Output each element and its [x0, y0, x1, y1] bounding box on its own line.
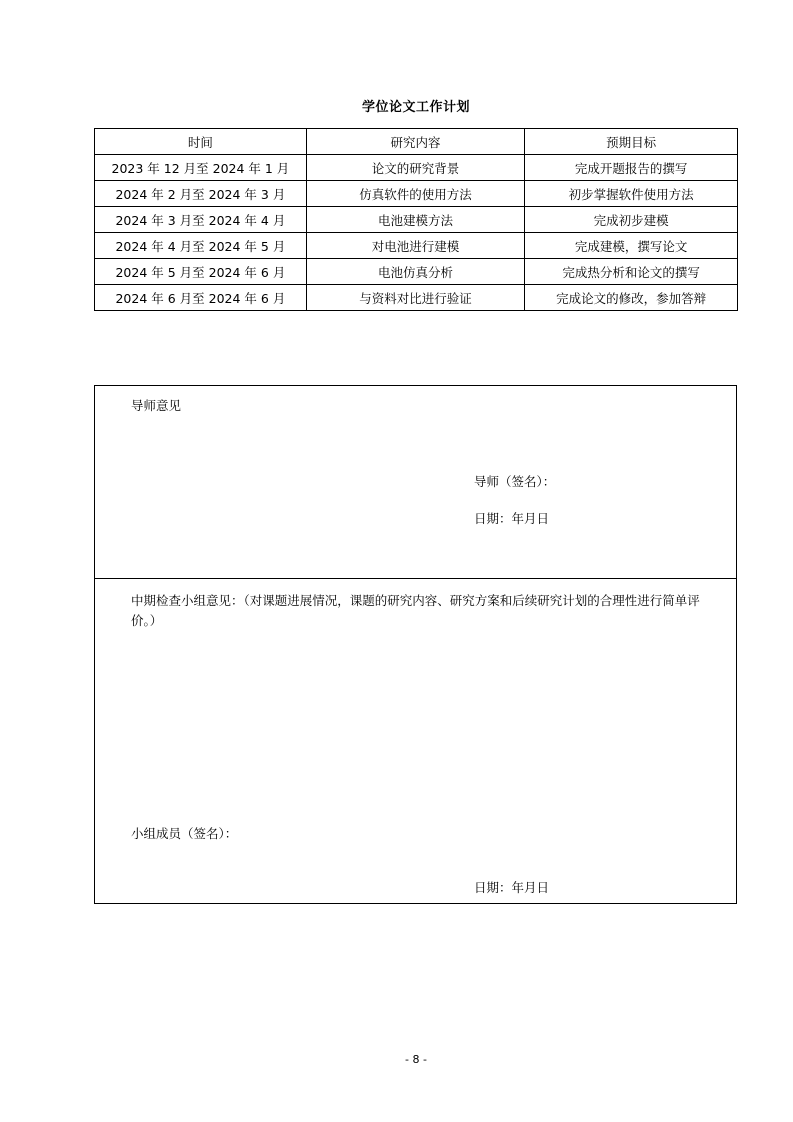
table-cell-content: 论文的研究背景: [306, 155, 524, 181]
table-cell-goal: 初步掌握软件使用方法: [525, 181, 738, 207]
table-cell-goal: 完成建模，撰写论文: [525, 233, 738, 259]
table-cell-time: 2024 年 5 月至 2024 年 6 月: [95, 259, 307, 285]
table-cell-content: 与资料对比进行验证: [306, 285, 524, 311]
midterm-opinion-label: 中期检查小组意见：（对课题进展情况，课题的研究内容、研究方案和后续研究计划的合理性进行简单评价。）: [131, 593, 700, 628]
page-number: - 8 -: [405, 1053, 427, 1066]
section-divider: [95, 578, 736, 579]
column-header-research-content: 研究内容: [306, 129, 524, 155]
table-row: [95, 285, 738, 311]
table-cell-time: 2024 年 6 月至 2024 年 6 月: [95, 285, 307, 311]
table-row: [95, 259, 738, 285]
table-cell-goal: 完成开题报告的撰写: [525, 155, 738, 181]
page-title: 学位论文工作计划: [361, 100, 470, 115]
table-cell-goal: 完成热分析和论文的撰写: [525, 259, 738, 285]
table-cell-content: 电池建模方法: [306, 207, 524, 233]
table-cell-time: 2024 年 4 月至 2024 年 5 月: [95, 233, 307, 259]
column-header-expected-goal: 预期目标: [525, 129, 738, 155]
midterm-date-label: 日期：年月日: [474, 880, 550, 895]
table-row: [95, 155, 738, 181]
table-cell-content: 电池仿真分析: [306, 259, 524, 285]
table-cell-time: 2024 年 3 月至 2024 年 4 月: [95, 207, 307, 233]
table-cell-content: 对电池进行建模: [306, 233, 524, 259]
advisor-date-label: 日期：年月日: [474, 511, 550, 526]
table-cell-time: 2023 年 12 月至 2024 年 1 月: [95, 155, 307, 181]
opinion-form-box: [94, 385, 737, 904]
table-cell-content: 仿真软件的使用方法: [306, 181, 524, 207]
advisor-signature-label: 导师（签名）：: [474, 474, 556, 489]
table-header-row: [95, 129, 738, 155]
table-row: [95, 233, 738, 259]
table-row: [95, 181, 738, 207]
table-cell-goal: 完成初步建模: [525, 207, 738, 233]
table-cell-time: 2024 年 2 月至 2024 年 3 月: [95, 181, 307, 207]
table-cell-goal: 完成论文的修改，参加答辩: [525, 285, 738, 311]
members-signature-label: 小组成员（签名）：: [131, 826, 238, 841]
work-plan-table: [94, 128, 738, 311]
table-row: [95, 207, 738, 233]
column-header-time: 时间: [95, 129, 307, 155]
advisor-opinion-label: 导师意见: [131, 398, 182, 413]
